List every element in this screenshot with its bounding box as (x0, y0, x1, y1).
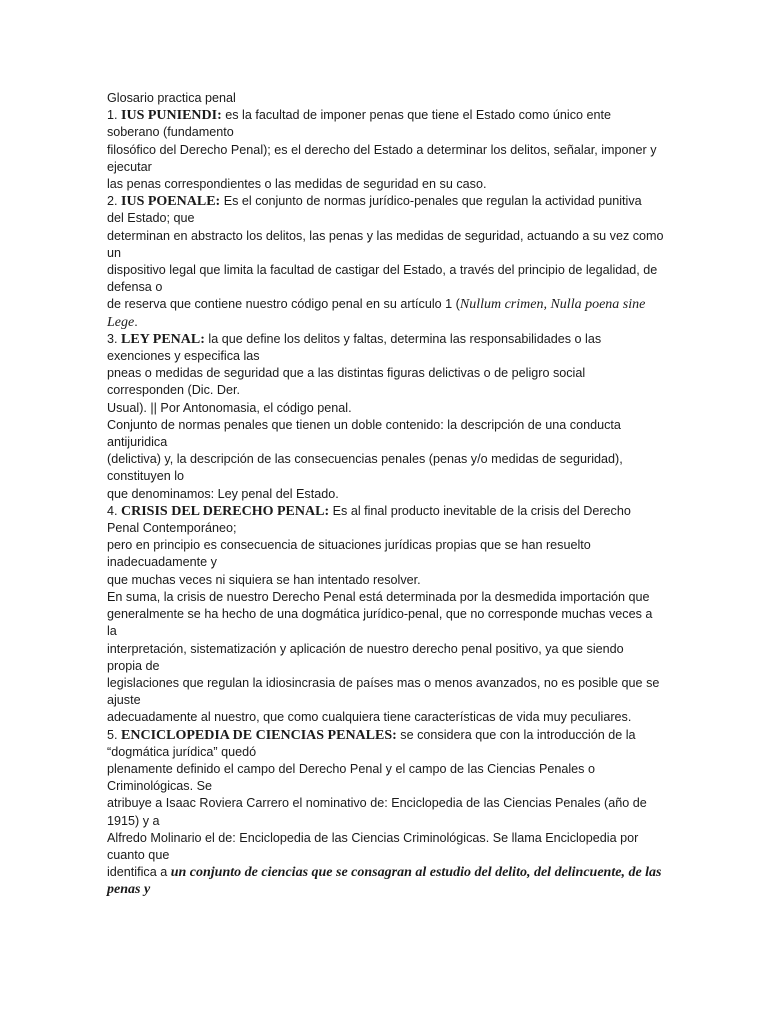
entry-3-line-7: antijuridica (107, 435, 168, 450)
entry-5-emphasis-end: penas y (107, 882, 151, 898)
entry-4-line-5: que muchas veces ni siquiera se han intentado resolver. (107, 572, 421, 587)
document-title: Glosario practica penal (107, 91, 236, 105)
entry-3-line-5: Usual). || Por Antonomasia, el código penal. (107, 400, 352, 415)
entry-5-line-8: cuanto que (107, 847, 170, 862)
entry-3-line-1 (107, 331, 663, 348)
entry-4-line-6: En suma, la crisis de nuestro Derecho Penal está determinada por la desmedida importación que (107, 589, 650, 604)
entry-1-line-1 (107, 107, 663, 124)
entry-5-line-1 (107, 727, 663, 744)
entry-2-line-1 (107, 193, 663, 210)
entry-4-line-9: interpretación, sistematización y aplicación de nuestro derecho penal positivo, ya que siendo (107, 641, 624, 656)
entry-1-text: es la facultad de imponer penas que tiene el Estado como único ente (225, 108, 612, 123)
entry-4-line-13: adecuadamente al nuestro, que como cualquiera tiene características de vida muy peculiares. (107, 710, 632, 725)
entry-3-text: la que define los delitos y faltas, determina las responsabilidades o las (208, 331, 602, 346)
entry-4-term: CRISIS DEL DERECHO PENAL: (121, 503, 330, 519)
entry-2-number: 2. (107, 194, 118, 209)
entry-4-line-12: ajuste (107, 693, 141, 708)
entry-1-term: IUS PUNIENDI: (121, 108, 222, 124)
entry-1-line-4: ejecutar (107, 159, 152, 174)
entry-5-text: se considera que con la introducción de la (400, 727, 636, 742)
entry-1-line-2: soberano (fundamento (107, 125, 234, 140)
entry-4-line-10: propia de (107, 658, 160, 673)
entry-1-number: 1. (107, 108, 118, 123)
entry-4-line-11: legislaciones que regulan la idiosincrasia de países mas o menos avanzados, no es posible que se (107, 675, 660, 690)
entry-4-line-7: generalmente se ha hecho de una dogmática jurídico-penal, que no corresponde muchas veces a (107, 607, 653, 622)
entry-5-line-2: “dogmática jurídica” quedó (107, 744, 257, 759)
entry-5-text-9: identifica a (107, 865, 168, 880)
entry-2-latin-end: Lege (107, 314, 135, 330)
entry-2-line-7 (107, 296, 663, 313)
entry-4-line-4: inadecuadamente y (107, 555, 217, 570)
entry-2-line-6: defensa o (107, 280, 163, 295)
entry-5-number: 5. (107, 727, 118, 742)
entry-2-line-4: un (107, 245, 122, 260)
entry-3-line-6: Conjunto de normas penales que tienen un doble contenido: la descripción de una conducta (107, 417, 621, 432)
entry-2-latin-phrase: Nullum crimen, Nulla poena sine (459, 297, 646, 313)
entry-4-line-2: Penal Contemporáneo; (107, 521, 237, 536)
entry-2-text: Es el conjunto de normas jurídico-penales que regulan la actividad punitiva (223, 194, 642, 209)
entry-2-line-2: del Estado; que (107, 211, 195, 226)
entry-5-line-4: Criminológicas. Se (107, 779, 212, 794)
entry-5-line-3: plenamente definido el campo del Derecho Penal y el campo de las Ciencias Penales o (107, 761, 595, 776)
entry-5-line-6: 1915) y a (107, 813, 160, 828)
entry-4-number: 4. (107, 503, 118, 518)
entry-3-line-4: corresponden (Dic. Der. (107, 383, 240, 398)
document-page (107, 90, 663, 899)
entry-2-line-3: determinan en abstracto los delitos, las penas y las medidas de seguridad, actuando a su vez como (107, 228, 664, 243)
entry-4-text: Es al final producto inevitable de la crisis del Derecho (332, 503, 631, 518)
entry-5-line-5: atribuye a Isaac Roviera Carrero el nominativo de: Enciclopedia de las Ciencias Penales (año de (107, 796, 647, 811)
entry-2-line-5: dispositivo legal que limita la facultad de castigar del Estado, a través del principio de legalidad, de (107, 263, 658, 278)
entry-4-line-8: la (107, 624, 117, 639)
entry-1-line-5: las penas correspondientes o las medidas de seguridad en su caso. (107, 177, 487, 192)
entry-5-emphasis: un conjunto de ciencias que se consagran al estudio del delito, del delincuente, de las (170, 865, 662, 881)
entry-5-line-9 (107, 864, 663, 881)
entry-5-term: ENCICLOPEDIA DE CIENCIAS PENALES: (121, 727, 397, 743)
entry-4-line-1 (107, 503, 663, 520)
entry-3-number: 3. (107, 331, 118, 346)
entry-3-line-10: que denominamos: Ley penal del Estado. (107, 486, 339, 501)
entry-3-line-8: (delictiva) y, la descripción de las consecuencias penales (penas y/o medidas de seguridad), (107, 452, 623, 467)
entry-1-line-3: filosófico del Derecho Penal); es el derecho del Estado a determinar los delitos, señalar, imponer y (107, 142, 657, 157)
entry-5-line-7: Alfredo Molinario el de: Enciclopedia de las Ciencias Criminológicas. Se llama Enciclopedia por (107, 830, 639, 845)
entry-3-line-2: exenciones y especifica las (107, 349, 260, 364)
entry-3-line-3: pneas o medidas de seguridad que a las distintas figuras delictivas o de peligro social (107, 366, 586, 381)
entry-2-text-7: de reserva que contiene nuestro código penal en su artículo 1 ( (107, 297, 460, 312)
entry-5-line-10 (107, 881, 663, 898)
entry-3-term: LEY PENAL: (121, 331, 205, 347)
entry-2-line-8 (107, 314, 663, 331)
entry-2-term: IUS POENALE: (121, 194, 221, 210)
entry-3-line-9: constituyen lo (107, 469, 185, 484)
entry-4-line-3: pero en principio es consecuencia de situaciones jurídicas propias que se han resuelto (107, 538, 591, 553)
entry-2-end: . (134, 314, 138, 329)
